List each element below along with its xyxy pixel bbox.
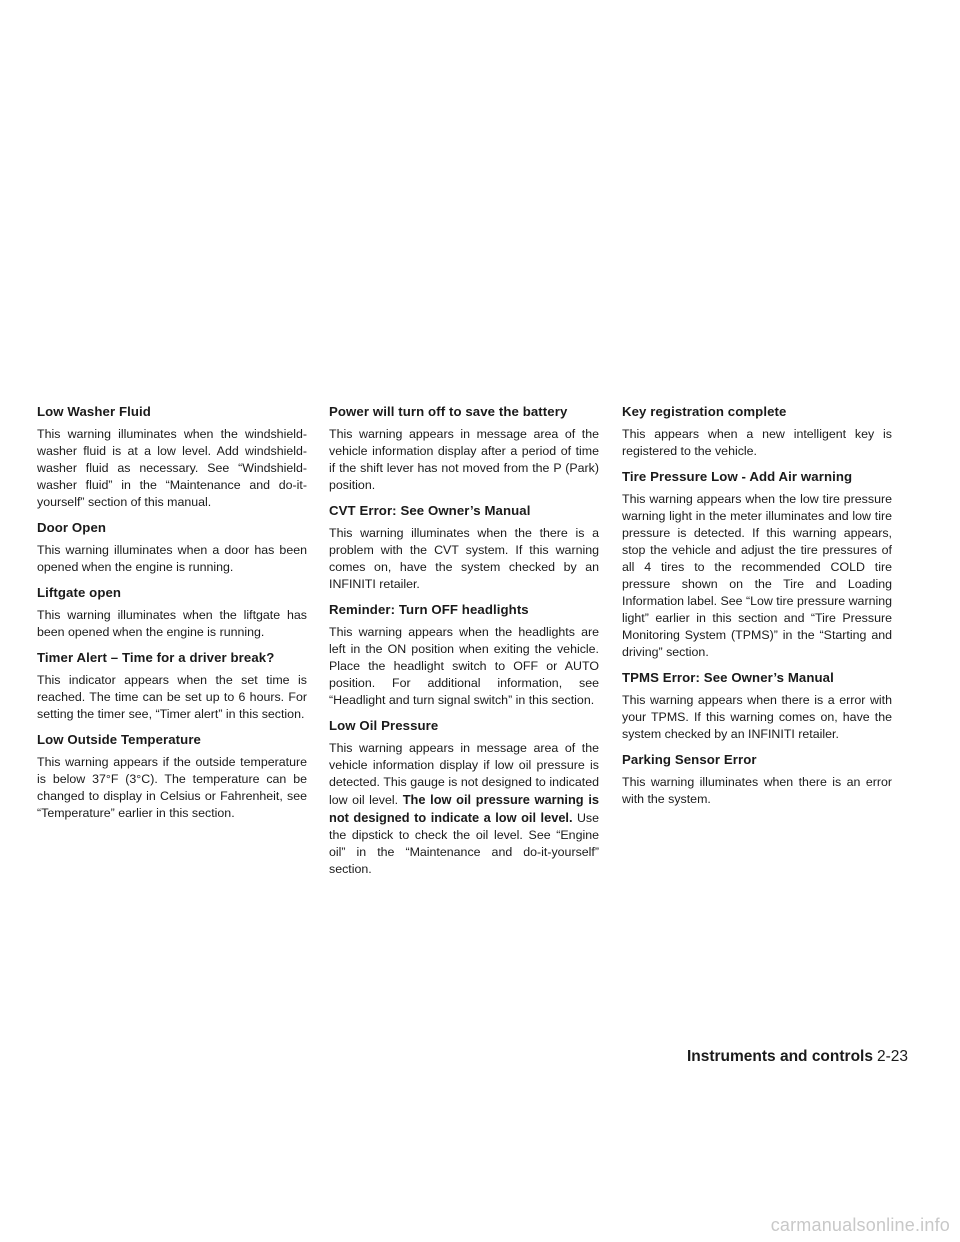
- section-heading: Timer Alert – Time for a driver break?: [37, 650, 275, 665]
- section-heading: Power will turn off to save the battery: [329, 404, 568, 419]
- watermark: carmanualsonline.info: [770, 1215, 950, 1235]
- body-text-run: Use the dipstick to check the oil level. See “Engine oil” in the “Maintenance and do-it-yourself” section.: [329, 811, 600, 876]
- page-number: 2-23: [876, 1048, 908, 1065]
- column-1: [37, 403, 307, 830]
- section-body: [329, 740, 599, 878]
- section-heading: Reminder: Turn OFF headlights: [329, 602, 529, 617]
- body-text-run: This warning appears in message area of the vehicle information display if low oil pressure is detected. This gauge is not designed to indicated low oil level.: [329, 741, 599, 807]
- section-heading: Tire Pressure Low - Add Air warning: [622, 469, 853, 484]
- section-heading: Door Open: [37, 520, 107, 535]
- section-body: This warning illuminates when there is an error with the system.: [622, 775, 892, 806]
- section-heading: Low Outside Temperature: [37, 732, 201, 747]
- section-heading: Liftgate open: [37, 585, 122, 600]
- section-body: This warning appears in message area of the vehicle information display after a period of time if the shift lever has not moved from the P (Park) position.: [329, 427, 599, 492]
- section-body: This warning appears when the low tire pressure warning light in the meter illuminates and low tire pressure is detected. If this warning appears, stop the vehicle and adjust the tire pressures of all 4 tires to the recommended COLD tire pressure shown on the Tire and Loading Information label. See “Low tire pressure warning light” earlier in this section and “Tire Pressure Monitoring System (TPMS)” in the “Starting and driving” section.: [622, 492, 892, 659]
- bold-warning-text: The low oil pressure warning is not designed to indicate a low oil level.: [329, 792, 599, 825]
- section-heading: CVT Error: See Owner’s Manual: [329, 503, 531, 518]
- section-body: This warning appears when there is a error with your TPMS. If this warning comes on, have the system checked by an INFINITI retailer.: [622, 693, 892, 741]
- section-body: This warning illuminates when a door has been opened when the engine is running.: [37, 543, 307, 574]
- section-heading: Key registration complete: [622, 404, 787, 419]
- section-heading: Low Washer Fluid: [37, 404, 151, 419]
- section-body: This warning appears when the headlights are left in the ON position when exiting the vehicle. Place the headlight switch to OFF or AUTO position. For additional information, see “Headlight and turn signal switch” in this section.: [329, 625, 599, 707]
- column-2: [329, 403, 599, 886]
- footer-section-name: Instruments and controls: [686, 1048, 873, 1065]
- section-heading: Parking Sensor Error: [622, 752, 757, 767]
- section-heading: Low Oil Pressure: [329, 718, 439, 733]
- column-3: [622, 403, 892, 816]
- page-footer: [687, 1047, 908, 1067]
- section-body: This warning illuminates when the there is a problem with the CVT system. If this warning comes on, have the system checked by an INFINITI retailer.: [329, 526, 599, 591]
- section-body: This warning illuminates when the liftgate has been opened when the engine is running.: [37, 608, 307, 639]
- section-body: This indicator appears when the set time is reached. The time can be set up to 6 hours. For setting the timer see, “Timer alert” in this section.: [37, 673, 307, 721]
- section-body: This appears when a new intelligent key is registered to the vehicle.: [622, 427, 892, 458]
- section-body: This warning illuminates when the windshield-washer fluid is at a low level. Add windshield-washer fluid as necessary. See “Windshield-washer fluid” in the “Maintenance and do-it-yourself” section of this manual.: [37, 427, 307, 509]
- section-heading: TPMS Error: See Owner’s Manual: [622, 670, 834, 685]
- section-body: This warning appears if the outside temperature is below 37°F (3°C). The temperature can be changed to display in Celsius or Fahrenheit, see “Temperature” earlier in this section.: [37, 755, 307, 820]
